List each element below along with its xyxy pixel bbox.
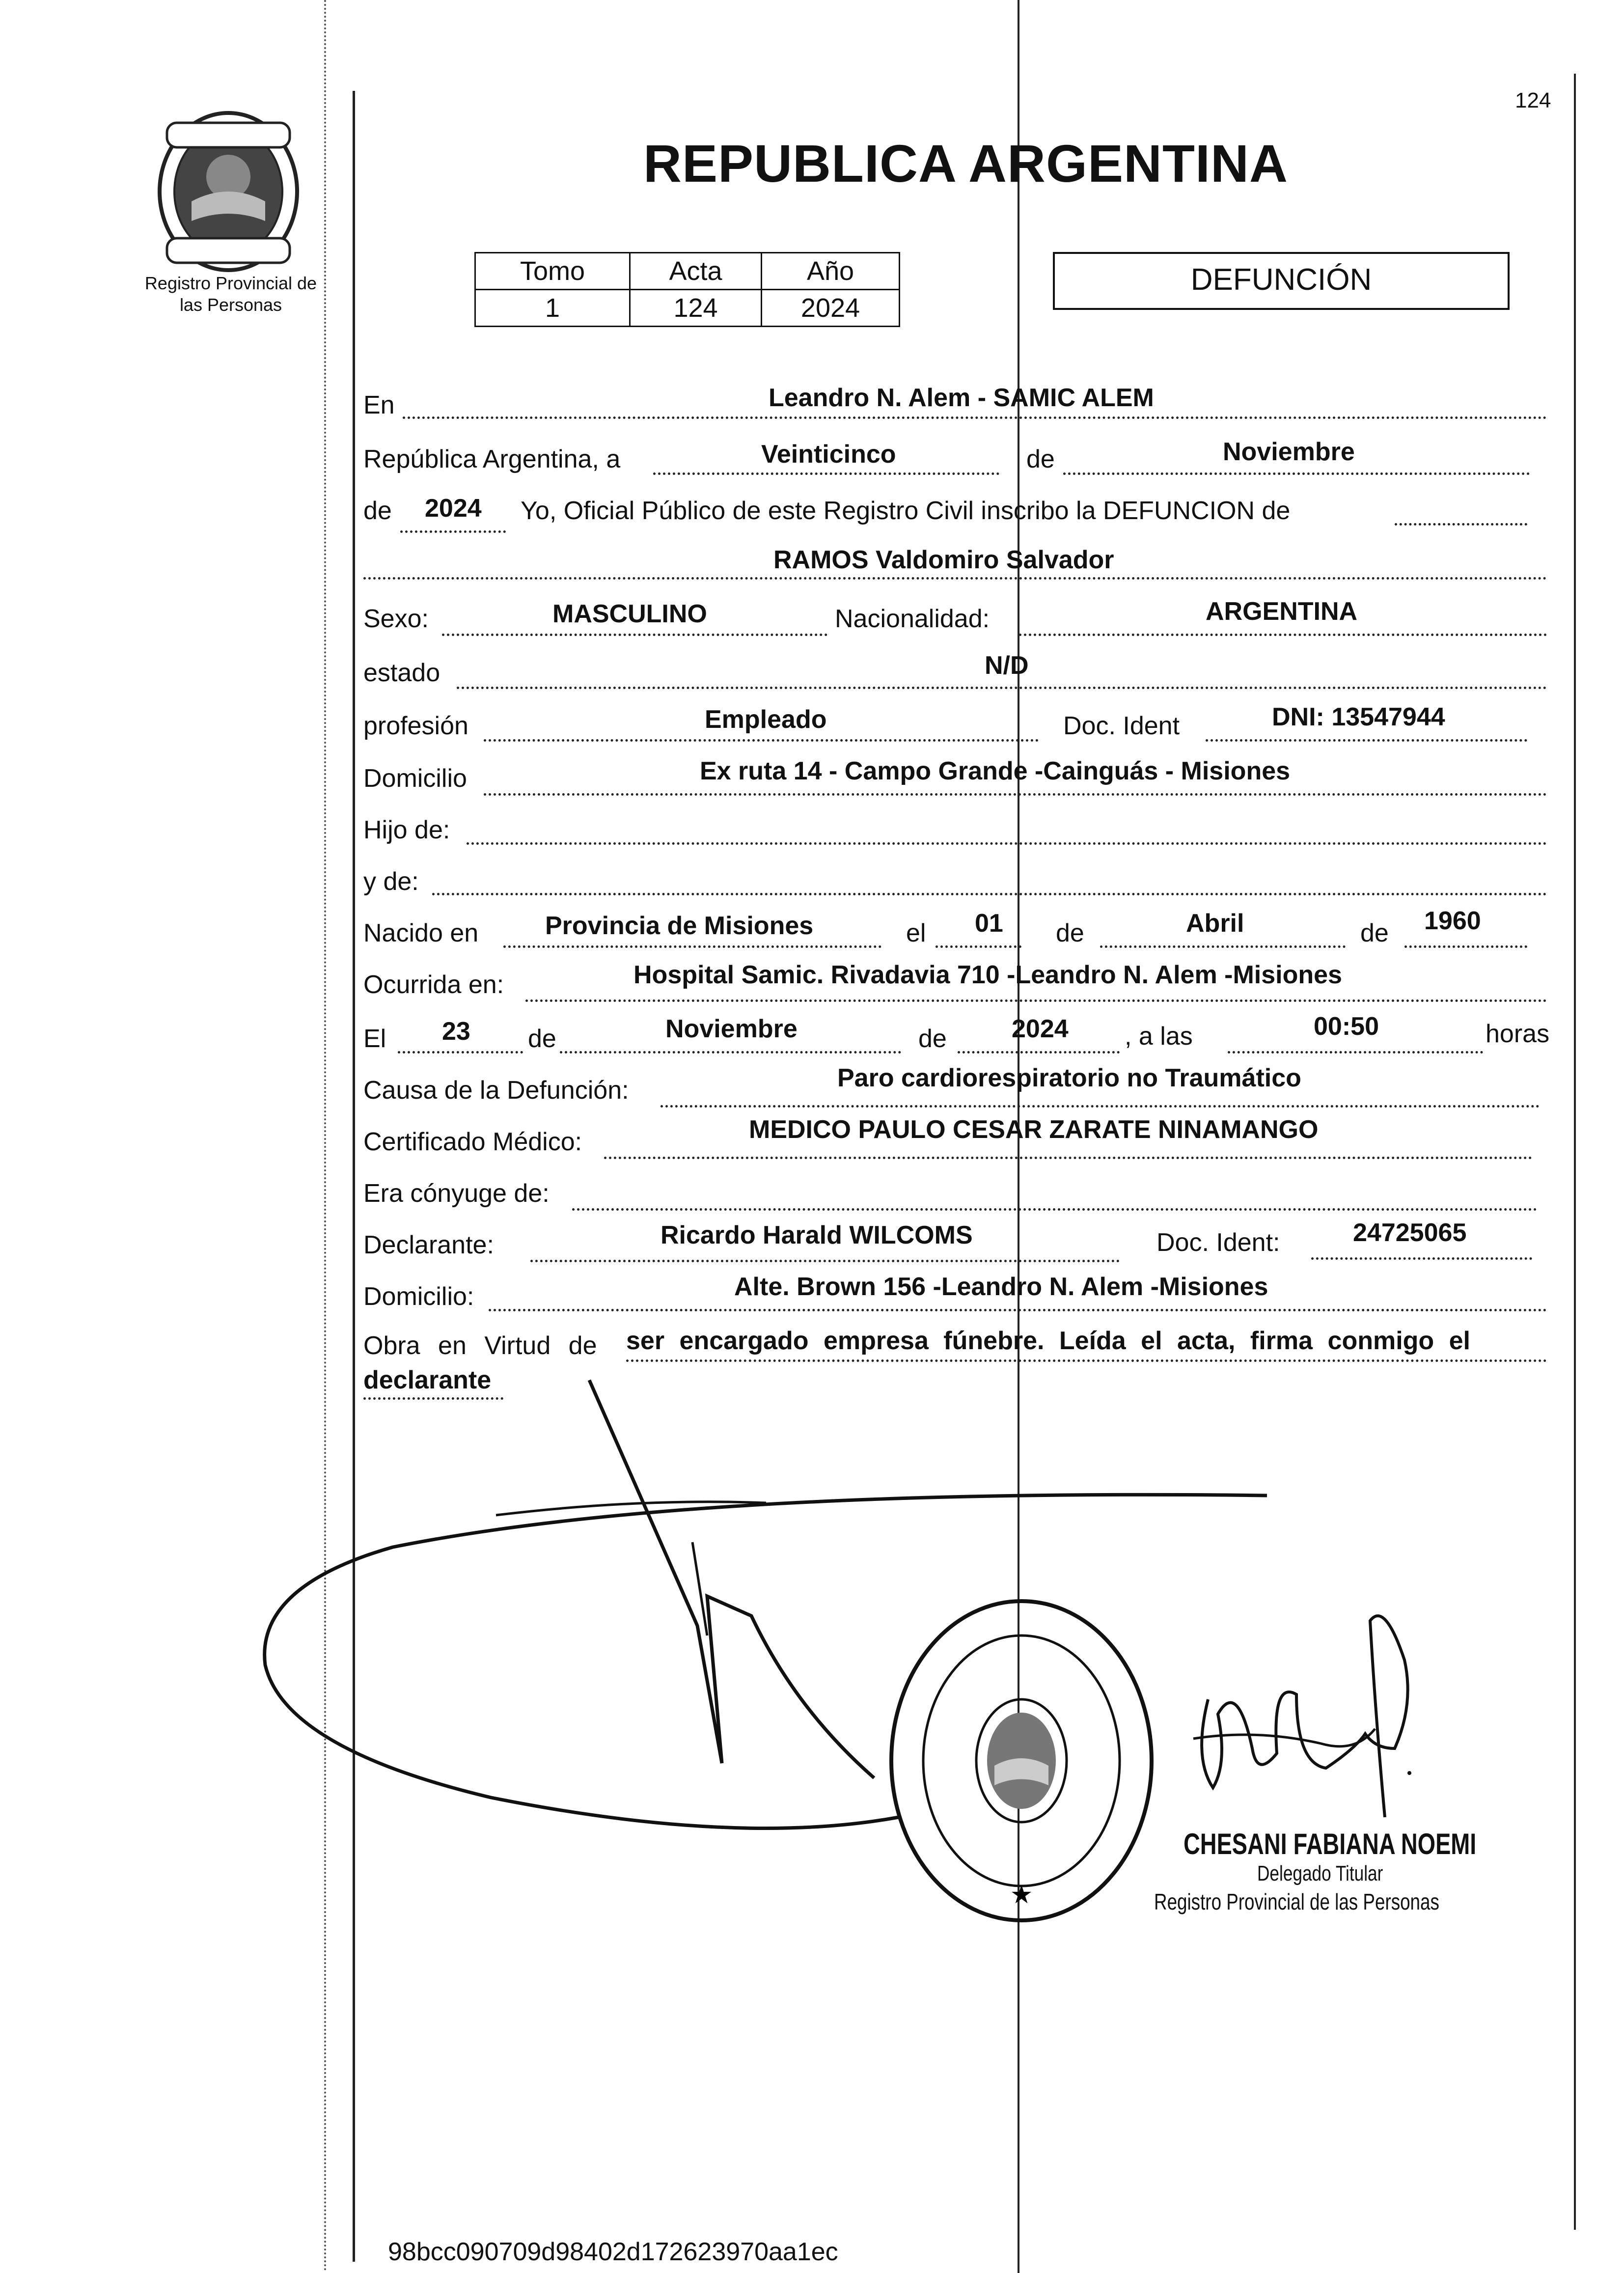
name-dots [363, 577, 1547, 580]
statement-dots [1395, 523, 1527, 526]
nacido-lugar-dots [503, 945, 881, 948]
delegation-stamp-icon [884, 1594, 1159, 1928]
page-title: REPUBLICA ARGENTINA [643, 134, 1288, 193]
table-header-tomo: Tomo [475, 253, 630, 290]
province-seal-icon [147, 103, 309, 280]
en-dots [403, 416, 1547, 419]
official-role: Delegado Titular [1257, 1861, 1383, 1885]
declarante-dots [530, 1260, 1120, 1262]
nacido-dia: 01 [975, 909, 1003, 938]
year-dots [400, 530, 506, 533]
muerte-anio-dots [958, 1051, 1120, 1053]
nacido-mes-dots [1100, 945, 1346, 948]
left-margin-line [353, 91, 355, 2262]
month-dots [1063, 472, 1530, 475]
de-label-3: de [1056, 919, 1084, 947]
svg-text:★: ★ [1010, 1880, 1033, 1910]
obra-value-2: declarante [363, 1366, 492, 1394]
decl-domicilio-dots [489, 1309, 1547, 1311]
table-header-anio: Año [762, 253, 900, 290]
doc-ident-value: DNI: 13547944 [1272, 703, 1445, 731]
obra-label: Obra en Virtud de [363, 1331, 597, 1360]
certificado-value: MEDICO PAULO CESAR ZARATE NINAMANGO [749, 1115, 1319, 1144]
nacido-label: Nacido en [363, 919, 479, 947]
doc-ident-label: Doc. Ident [1063, 712, 1180, 740]
official-office: Registro Provincial de las Personas [1154, 1889, 1439, 1914]
el-label-2: El [363, 1025, 386, 1053]
de-label-5: de [528, 1025, 556, 1053]
estado-dots [457, 687, 1547, 689]
obra-dots-2 [363, 1397, 503, 1400]
causa-value: Paro cardiorespiratorio no Traumático [837, 1064, 1301, 1092]
decl-doc-value: 24725065 [1353, 1219, 1467, 1247]
obra-dots [626, 1359, 1547, 1362]
republica-label: República Argentina, a [363, 445, 621, 473]
doc-type-box: DEFUNCIÓN [1053, 252, 1510, 310]
hora-dots [1228, 1051, 1483, 1053]
nacionalidad-value: ARGENTINA [1206, 597, 1358, 626]
muerte-dia: 23 [442, 1017, 470, 1046]
en-value: Leandro N. Alem - SAMIC ALEM [769, 384, 1154, 412]
horas-label: horas [1486, 1020, 1550, 1048]
month: Noviembre [1223, 438, 1355, 466]
document-hash: 98bcc090709d98402d172623970aa1ec [388, 2238, 838, 2266]
nacido-dia-dots [936, 945, 1021, 948]
de-label-1: de [1026, 445, 1055, 473]
day-dots [653, 472, 999, 475]
conyuge-dots [572, 1208, 1537, 1211]
table-value-anio: 2024 [762, 290, 900, 327]
domicilio-label: Domicilio [363, 764, 467, 793]
official-name: CHESANI FABIANA NOEMI [1184, 1828, 1477, 1860]
profesion-value: Empleado [705, 705, 827, 734]
table-value-acta: 124 [630, 290, 762, 327]
domicilio-value: Ex ruta 14 - Campo Grande -Cainguás - Misiones [700, 757, 1291, 785]
nacionalidad-label: Nacionalidad: [835, 605, 990, 633]
statement: Yo, Oficial Público de este Registro Civil inscribo la DEFUNCION de [521, 497, 1291, 525]
right-margin-line [1574, 74, 1576, 2230]
sexo-dots [442, 634, 827, 636]
declarante-label: Declarante: [363, 1231, 494, 1259]
muerte-mes: Noviembre [665, 1015, 798, 1043]
estado-label: estado [363, 659, 440, 687]
obra-value: ser encargado empresa fúnebre. Leída el acta, firma conmigo el [626, 1327, 1471, 1355]
causa-label: Causa de la Defunción: [363, 1076, 629, 1105]
en-label: En [363, 391, 395, 419]
registry-line-1: Registro Provincial de [144, 273, 317, 293]
deceased-name: RAMOS Valdomiro Salvador [773, 546, 1114, 574]
certificado-label: Certificado Médico: [363, 1128, 582, 1156]
decl-doc-dots [1311, 1257, 1532, 1260]
muerte-dia-dots [398, 1051, 523, 1053]
de-label-4: de [1360, 919, 1389, 947]
sexo-label: Sexo: [363, 605, 429, 633]
causa-dots [661, 1105, 1540, 1108]
table-header-acta: Acta [630, 253, 762, 290]
register-table [474, 252, 900, 327]
nacido-mes: Abril [1186, 909, 1244, 938]
y-de-dots [432, 893, 1547, 895]
domicilio-dots [484, 793, 1547, 796]
de-label-6: de [918, 1025, 947, 1053]
certificado-dots [604, 1157, 1532, 1159]
year: 2024 [425, 494, 482, 523]
day-words: Veinticinco [761, 440, 896, 469]
left-dotted-margin [324, 0, 326, 2273]
y-de-label: y de: [363, 867, 419, 896]
ocurrida-label: Ocurrida en: [363, 970, 504, 999]
registry-line-2: las Personas [179, 295, 282, 315]
el-label: el [906, 919, 926, 947]
conyuge-label: Era cónyuge de: [363, 1179, 550, 1208]
nacido-anio-dots [1404, 945, 1527, 948]
page-number: 124 [1515, 88, 1551, 112]
declarante-value: Ricardo Harald WILCOMS [661, 1221, 973, 1249]
estado-value: N/D [985, 651, 1029, 680]
decl-domicilio-label: Domicilio: [363, 1282, 474, 1311]
ocurrida-value: Hospital Samic. Rivadavia 710 -Leandro N. Alem -Misiones [633, 961, 1342, 989]
decl-doc-label: Doc. Ident: [1156, 1228, 1280, 1257]
nacido-anio: 1960 [1424, 907, 1481, 935]
hijo-label: Hijo de: [363, 816, 450, 844]
decl-domicilio-value: Alte. Brown 156 -Leandro N. Alem -Misiones [734, 1273, 1268, 1301]
nacionalidad-dots [1019, 634, 1547, 636]
ocurrida-dots [525, 999, 1547, 1002]
nacido-lugar: Provincia de Misiones [545, 912, 814, 940]
muerte-anio: 2024 [1012, 1015, 1069, 1043]
registry-heading [128, 273, 334, 316]
table-value-tomo: 1 [475, 290, 630, 327]
a-las-label: , a las [1125, 1022, 1193, 1051]
doc-ident-dots [1206, 739, 1527, 742]
muerte-mes-dots [560, 1051, 901, 1053]
de-label-2: de [363, 497, 392, 525]
muerte-hora: 00:50 [1314, 1012, 1379, 1041]
profesion-dots [484, 739, 1039, 742]
hijo-dots [467, 842, 1547, 845]
profesion-label: profesión [363, 712, 468, 740]
sexo-value: MASCULINO [552, 600, 707, 628]
